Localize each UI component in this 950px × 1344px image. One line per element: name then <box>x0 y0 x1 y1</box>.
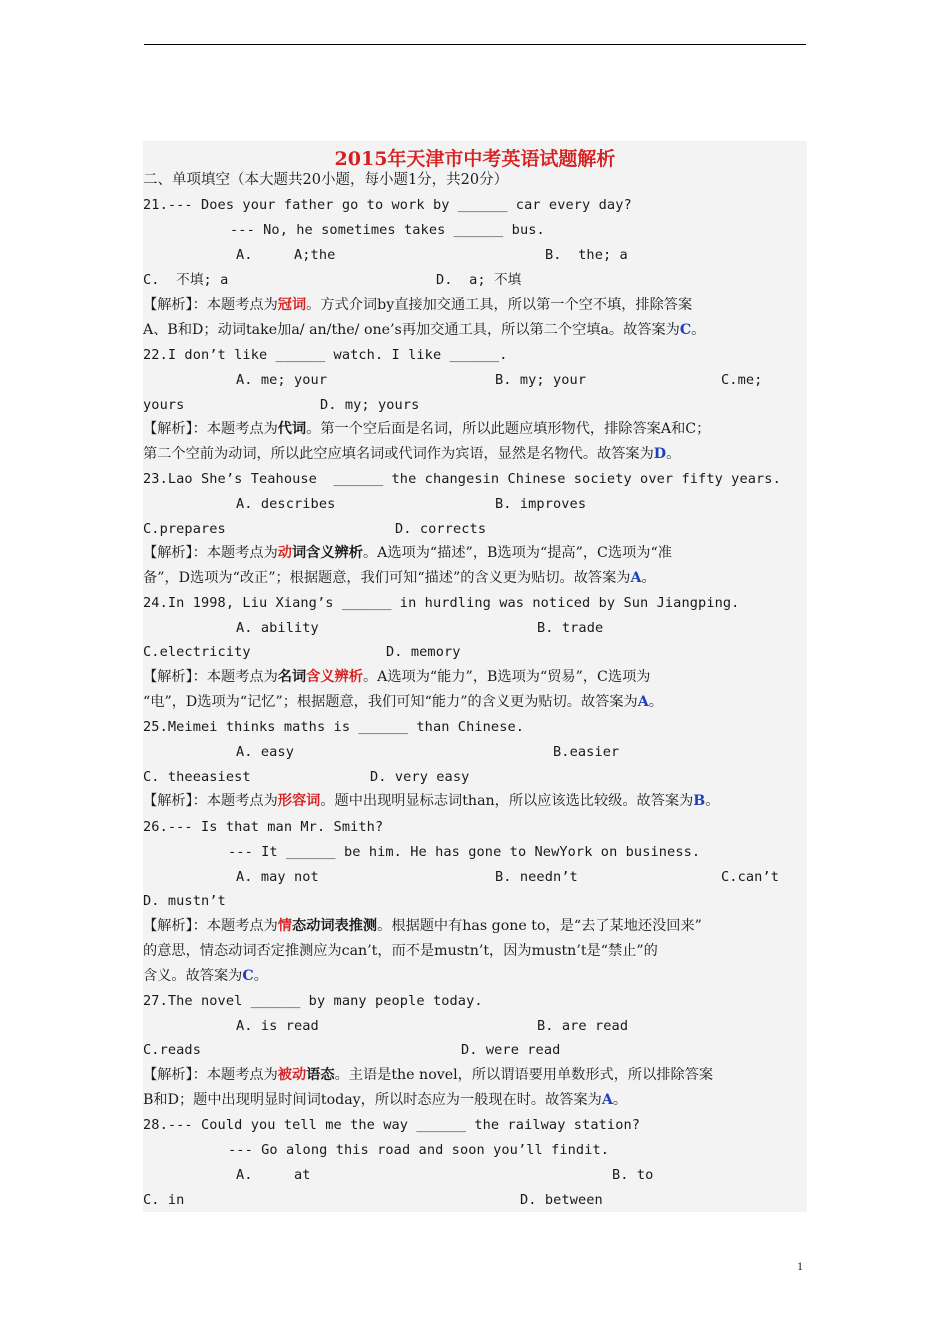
explanation-text: 。 <box>253 968 268 984</box>
explanation-text: 。根据题中有has gone to，是“去了某地还没回来” <box>377 918 702 934</box>
answer-letter: A <box>630 570 642 586</box>
option-a: A. A;the <box>236 247 336 263</box>
explanation-text: 【解析】：本题考点为 <box>143 297 278 313</box>
answer-explanation-line2 <box>143 1091 627 1109</box>
option-a: A. easy <box>236 744 294 760</box>
explanation-text: 【解析】：本题考点为 <box>143 545 278 561</box>
key-point: 动 <box>277 545 292 561</box>
explanation-text: 【解析】：本题考点为 <box>143 918 278 934</box>
answer-letter: A <box>601 1092 613 1108</box>
option-a: A. is read <box>236 1018 319 1034</box>
explanation-text: 。 <box>666 446 681 462</box>
answer-explanation <box>143 917 702 935</box>
question-26: 26.--- Is that man Mr. Smith? <box>143 819 384 835</box>
explanation-text: 【解析】：本题考点为 <box>143 793 278 809</box>
option-a: A. ability <box>236 620 319 636</box>
answer-letter: C <box>679 322 692 338</box>
explanation-text: 。题中出现明显标志词than，所以应该选比较级。故答案为 <box>320 793 694 809</box>
answer-explanation-line2 <box>143 321 705 339</box>
explanation-text: 【解析】：本题考点为 <box>143 669 278 685</box>
page-title: 2015年天津市中考英语试题解析 <box>334 148 616 170</box>
option-a: A. may not <box>236 869 319 885</box>
explanation-text: 第二个空前为动词，所以此空应填名词或代词作为宾语，显然是名物代。故答案为 <box>143 446 654 462</box>
option-c: C. 不填; a <box>143 272 229 288</box>
key-point: 情 <box>277 918 292 934</box>
key-point: 语态 <box>306 1067 335 1083</box>
answer-letter: C <box>242 968 254 984</box>
explanation-text: 。A选项为“能力”，B选项为“贸易”，C选项为 <box>362 669 651 685</box>
answer-explanation <box>143 1066 713 1084</box>
answer-letter: D <box>653 446 667 462</box>
option-d: D. memory <box>386 644 461 660</box>
option-c: C.prepares <box>143 521 226 537</box>
key-point: 冠词 <box>277 297 307 313</box>
option-d: D. between <box>520 1192 603 1208</box>
explanation-text: 备”，D选项为“改正”；根据题意，我们可知“描述”的含义更为贴切。故答案为 <box>143 570 631 586</box>
question-26-line2: --- It ______ be him. He has gone to NewYork on business. <box>228 844 701 860</box>
answer-explanation <box>143 420 710 438</box>
question-28: 28.--- Could you tell me the way ______ the railway station? <box>143 1117 641 1133</box>
option-a: A. at <box>236 1167 311 1183</box>
key-point: 态动词表推测 <box>291 918 378 934</box>
question-25: 25.Meimei thinks maths is ______ than Chinese. <box>143 719 525 735</box>
question-24: 24.In 1998, Liu Xiang’s ______ in hurdling was noticed by Sun Jiangping. <box>143 595 740 611</box>
explanation-text: 。 <box>612 1092 628 1108</box>
answer-explanation-line2 <box>143 569 656 587</box>
answer-explanation-line2: 的意思，情态动词否定推测应为can’t，而不是mustn’t，因为mustn’t是“禁止”的 <box>143 943 658 959</box>
explanation-text: “电”，D选项为“记忆”；根据题意，我们可知“能力”的含义更为贴切。故答案为 <box>143 694 638 710</box>
answer-explanation-line2 <box>143 693 663 711</box>
option-c: C. in <box>143 1192 185 1208</box>
answer-explanation <box>143 296 692 314</box>
option-b: B. trade <box>537 620 604 636</box>
option-b: B. to <box>612 1167 654 1183</box>
explanation-text: 。 <box>691 322 706 338</box>
document-content <box>143 141 807 1212</box>
option-a: A. describes <box>236 496 336 512</box>
option-c: C. theeasiest <box>143 769 251 785</box>
key-point: 形容词 <box>277 793 321 809</box>
option-b: B. my; your <box>495 372 587 388</box>
question-28-line2: --- Go along this road and soon you’ll findit. <box>228 1142 610 1158</box>
explanation-text: 。A选项为“描述”，B选项为“提高”，C选项为“准 <box>362 545 672 561</box>
explanation-text: 。主语是the novel，所以谓语要用单数形式，所以排除答案 <box>334 1067 714 1083</box>
question-21: 21.--- Does your father go to work by ______ car every day? <box>143 197 632 213</box>
option-d: D. were read <box>461 1042 561 1058</box>
option-c: C.can’t <box>721 869 779 885</box>
answer-explanation <box>143 544 672 562</box>
answer-letter: A <box>637 694 649 710</box>
option-c: C.electricity <box>143 644 251 660</box>
answer-explanation <box>143 668 650 686</box>
option-d: D. a; 不填 <box>436 272 522 288</box>
answer-letter: B <box>693 793 706 809</box>
explanation-text: 。 <box>641 570 656 586</box>
option-b: B.easier <box>553 744 620 760</box>
explanation-text: 【解析】：本题考点为 <box>143 1067 278 1083</box>
answer-explanation <box>143 792 720 810</box>
option-b: B. improves <box>495 496 587 512</box>
page-number: 1 <box>797 1259 803 1273</box>
option-d: D. my; yours <box>320 397 420 413</box>
answer-explanation-line3 <box>143 967 268 985</box>
explanation-text: 。 <box>705 793 720 809</box>
section-heading: 二、单项填空（本大题共20小题，每小题1分，共20分） <box>143 172 509 188</box>
option-c-cont: yours <box>143 397 185 413</box>
option-a: A. me; your <box>236 372 328 388</box>
key-point: 被动 <box>277 1067 307 1083</box>
explanation-text: 。第一个空后面是名词，所以此题应填形物代，排除答案A和C； <box>306 421 711 437</box>
question-23: 23.Lao She’s Teahouse ______ the changesin Chinese society over fifty years. <box>143 471 781 487</box>
question-22: 22.I don’t like ______ watch. I like ______. <box>143 347 508 363</box>
key-point: 含义辨析 <box>306 669 363 685</box>
option-d: D. corrects <box>395 521 487 537</box>
option-b: B. are read <box>537 1018 629 1034</box>
option-b: B. needn’t <box>495 869 578 885</box>
explanation-text: 。 <box>648 694 663 710</box>
key-point: 代词 <box>277 421 307 437</box>
explanation-text: 【解析】：本题考点为 <box>143 421 278 437</box>
option-d: D. very easy <box>370 769 470 785</box>
explanation-text: A、B和D；动词take加a/ an/the/ one’s再加交通工具，所以第二个空填a。故答案为 <box>143 322 680 338</box>
explanation-text: B和D；题中出现明显时间词today，所以时态应为一般现在时。故答案为 <box>143 1092 602 1108</box>
option-d: D. mustn’t <box>143 893 226 909</box>
question-27: 27.The novel ______ by many people today. <box>143 993 483 1009</box>
option-c: C.me; <box>721 372 763 388</box>
header-rule <box>144 44 806 45</box>
option-b: B. the; a <box>545 247 628 263</box>
key-point: 名词 <box>277 669 307 685</box>
key-point: 词含义辨析 <box>291 545 363 561</box>
explanation-text: 。方式介词by直接加交通工具，所以第一个空不填，排除答案 <box>306 297 693 313</box>
question-21-line2: --- No, he sometimes takes ______ bus. <box>230 222 545 238</box>
answer-explanation-line2 <box>143 445 680 463</box>
option-c: C.reads <box>143 1042 201 1058</box>
explanation-text: 含义。故答案为 <box>143 968 243 984</box>
